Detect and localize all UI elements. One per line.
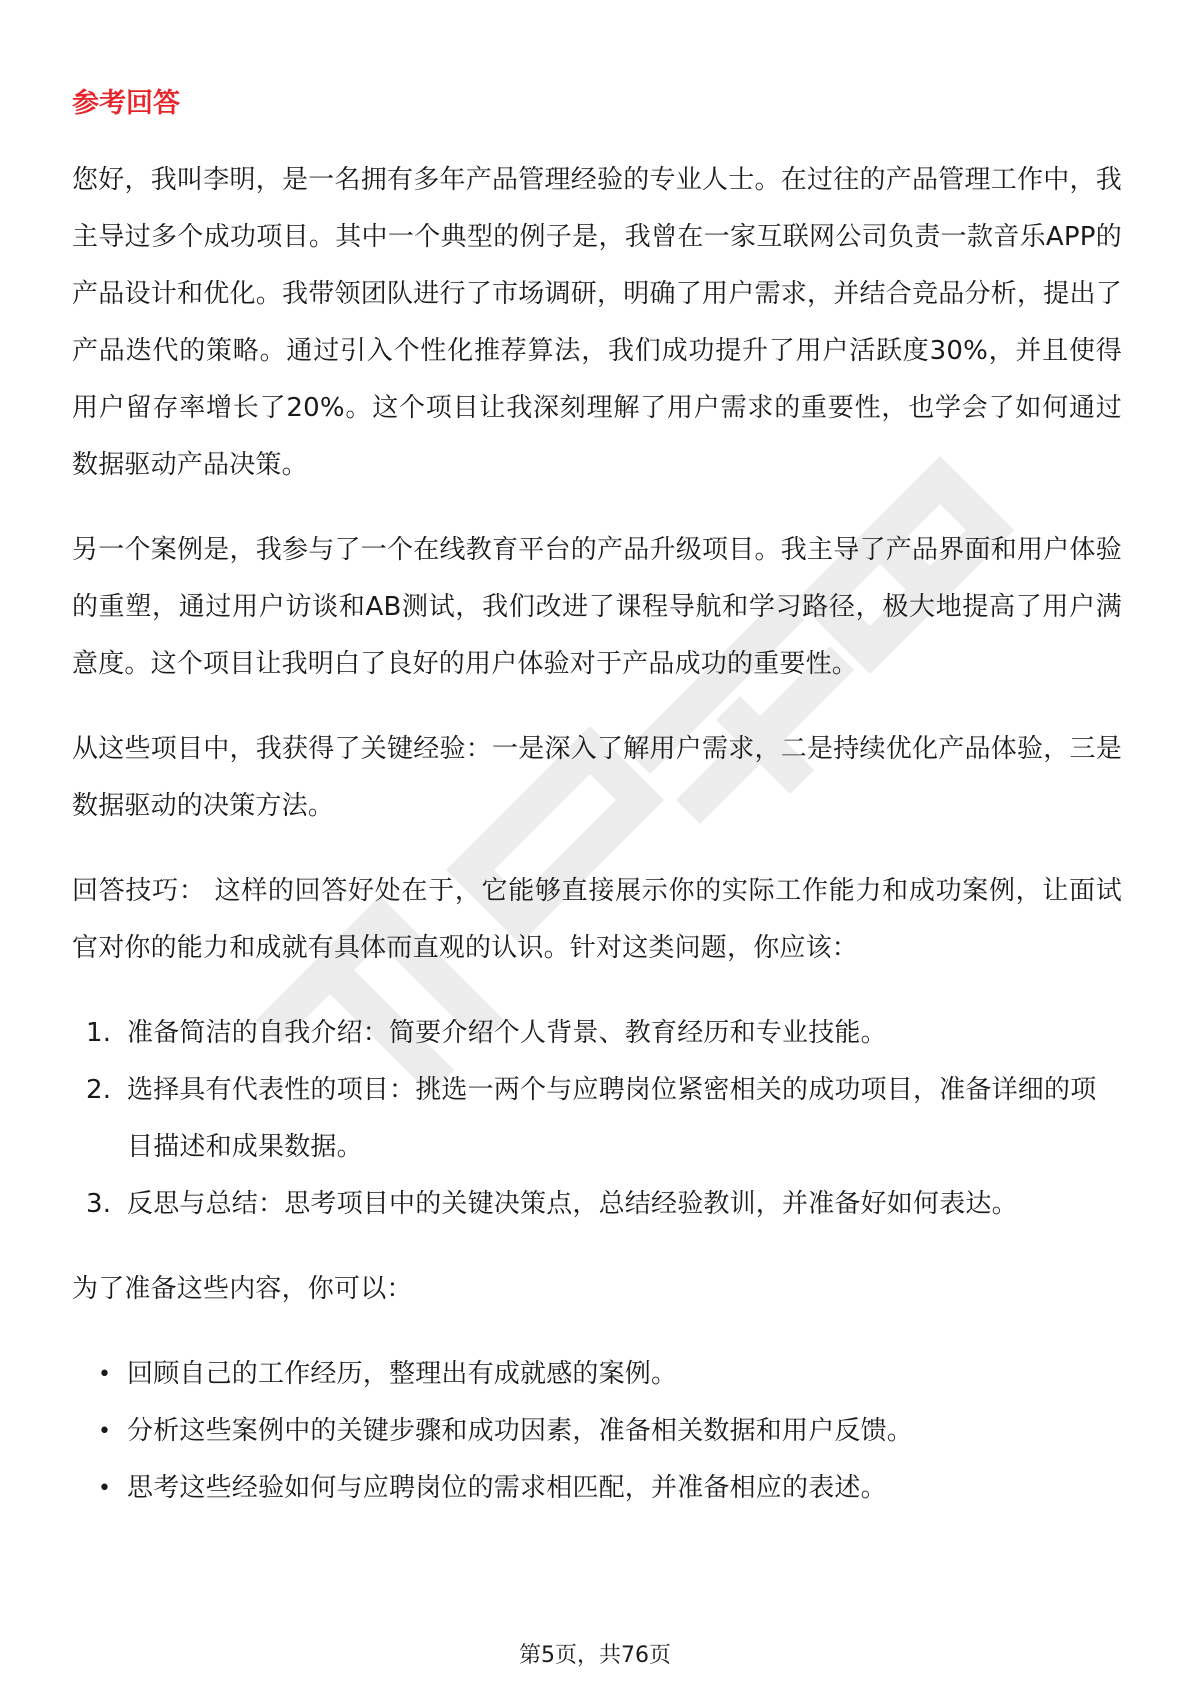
- list-item: [72, 1176, 1122, 1233]
- list-item: [72, 1005, 1122, 1062]
- list-item-text: 选择具有代表性的项目：挑选一两个与应聘岗位紧密相关的成功项目，准备详细的项目描述和成果数据。: [127, 1075, 1097, 1162]
- list-item-text: 反思与总结：思考项目中的关键决策点，总结经验教训，并准备好如何表达。: [127, 1189, 1018, 1219]
- section-heading: 参考回答: [72, 88, 180, 119]
- answer-paragraph-2: 另一个案例是，我参与了一个在线教育平台的产品升级项目。我主导了产品界面和用户体验的重塑，通过用户访谈和AB测试，我们改进了课程导航和学习路径，极大地提高了用户满意度。这个项目让我明白了良好的用户体验对于产品成功的重要性。: [72, 535, 1122, 679]
- bullet-icon: •: [98, 1419, 112, 1444]
- list-item: [72, 1460, 1122, 1517]
- tips-paragraph: 回答技巧： 这样的回答好处在于，它能够直接展示你的实际工作能力和成功案例，让面试官对你的能力和成就有具体而直观的认识。针对这类问题，你应该：: [72, 876, 1123, 963]
- list-item: [72, 1062, 1122, 1176]
- list-item: [72, 1346, 1122, 1403]
- list-number: 3.: [86, 1189, 112, 1219]
- list-number: 1.: [86, 1018, 112, 1048]
- page-number: 第5页，共76页: [519, 1643, 671, 1668]
- list-item-text: 回顾自己的工作经历，整理出有成就感的案例。: [127, 1359, 678, 1389]
- answer-paragraph-3: 从这些项目中，我获得了关键经验：一是深入了解用户需求，二是持续优化产品体验，三是数据驱动的决策方法。: [72, 734, 1122, 821]
- numbered-list: [72, 1005, 1122, 1233]
- list-item-text: 分析这些案例中的关键步骤和成功因素，准备相关数据和用户反馈。: [127, 1416, 914, 1446]
- list-item-text: 准备简洁的自我介绍：简要介绍个人背景、教育经历和专业技能。: [127, 1018, 887, 1048]
- list-item-text: 思考这些经验如何与应聘岗位的需求相匹配，并准备相应的表述。: [127, 1473, 887, 1503]
- document-page: [72, 86, 1122, 1545]
- bullet-icon: •: [98, 1362, 112, 1387]
- list-number: 2.: [86, 1075, 112, 1105]
- bullet-list: [72, 1346, 1122, 1517]
- prep-intro: 为了准备这些内容，你可以：: [72, 1274, 413, 1304]
- answer-paragraph-1: 您好，我叫李明，是一名拥有多年产品管理经验的专业人士。在过往的产品管理工作中，我主导过多个成功项目。其中一个典型的例子是，我曾在一家互联网公司负责一款音乐APP的产品设计和优化。我带领团队进行了市场调研，明确了用户需求，并结合竞品分析，提出了产品迭代的策略。通过引入个性化推荐算法，我们成功提升了用户活跃度30%，并且使得用户留存率增长了20%。这个项目让我深刻理解了用户需求的重要性，也学会了如何通过数据驱动产品决策。: [72, 165, 1122, 480]
- bullet-icon: •: [98, 1476, 112, 1501]
- list-item: [72, 1403, 1122, 1460]
